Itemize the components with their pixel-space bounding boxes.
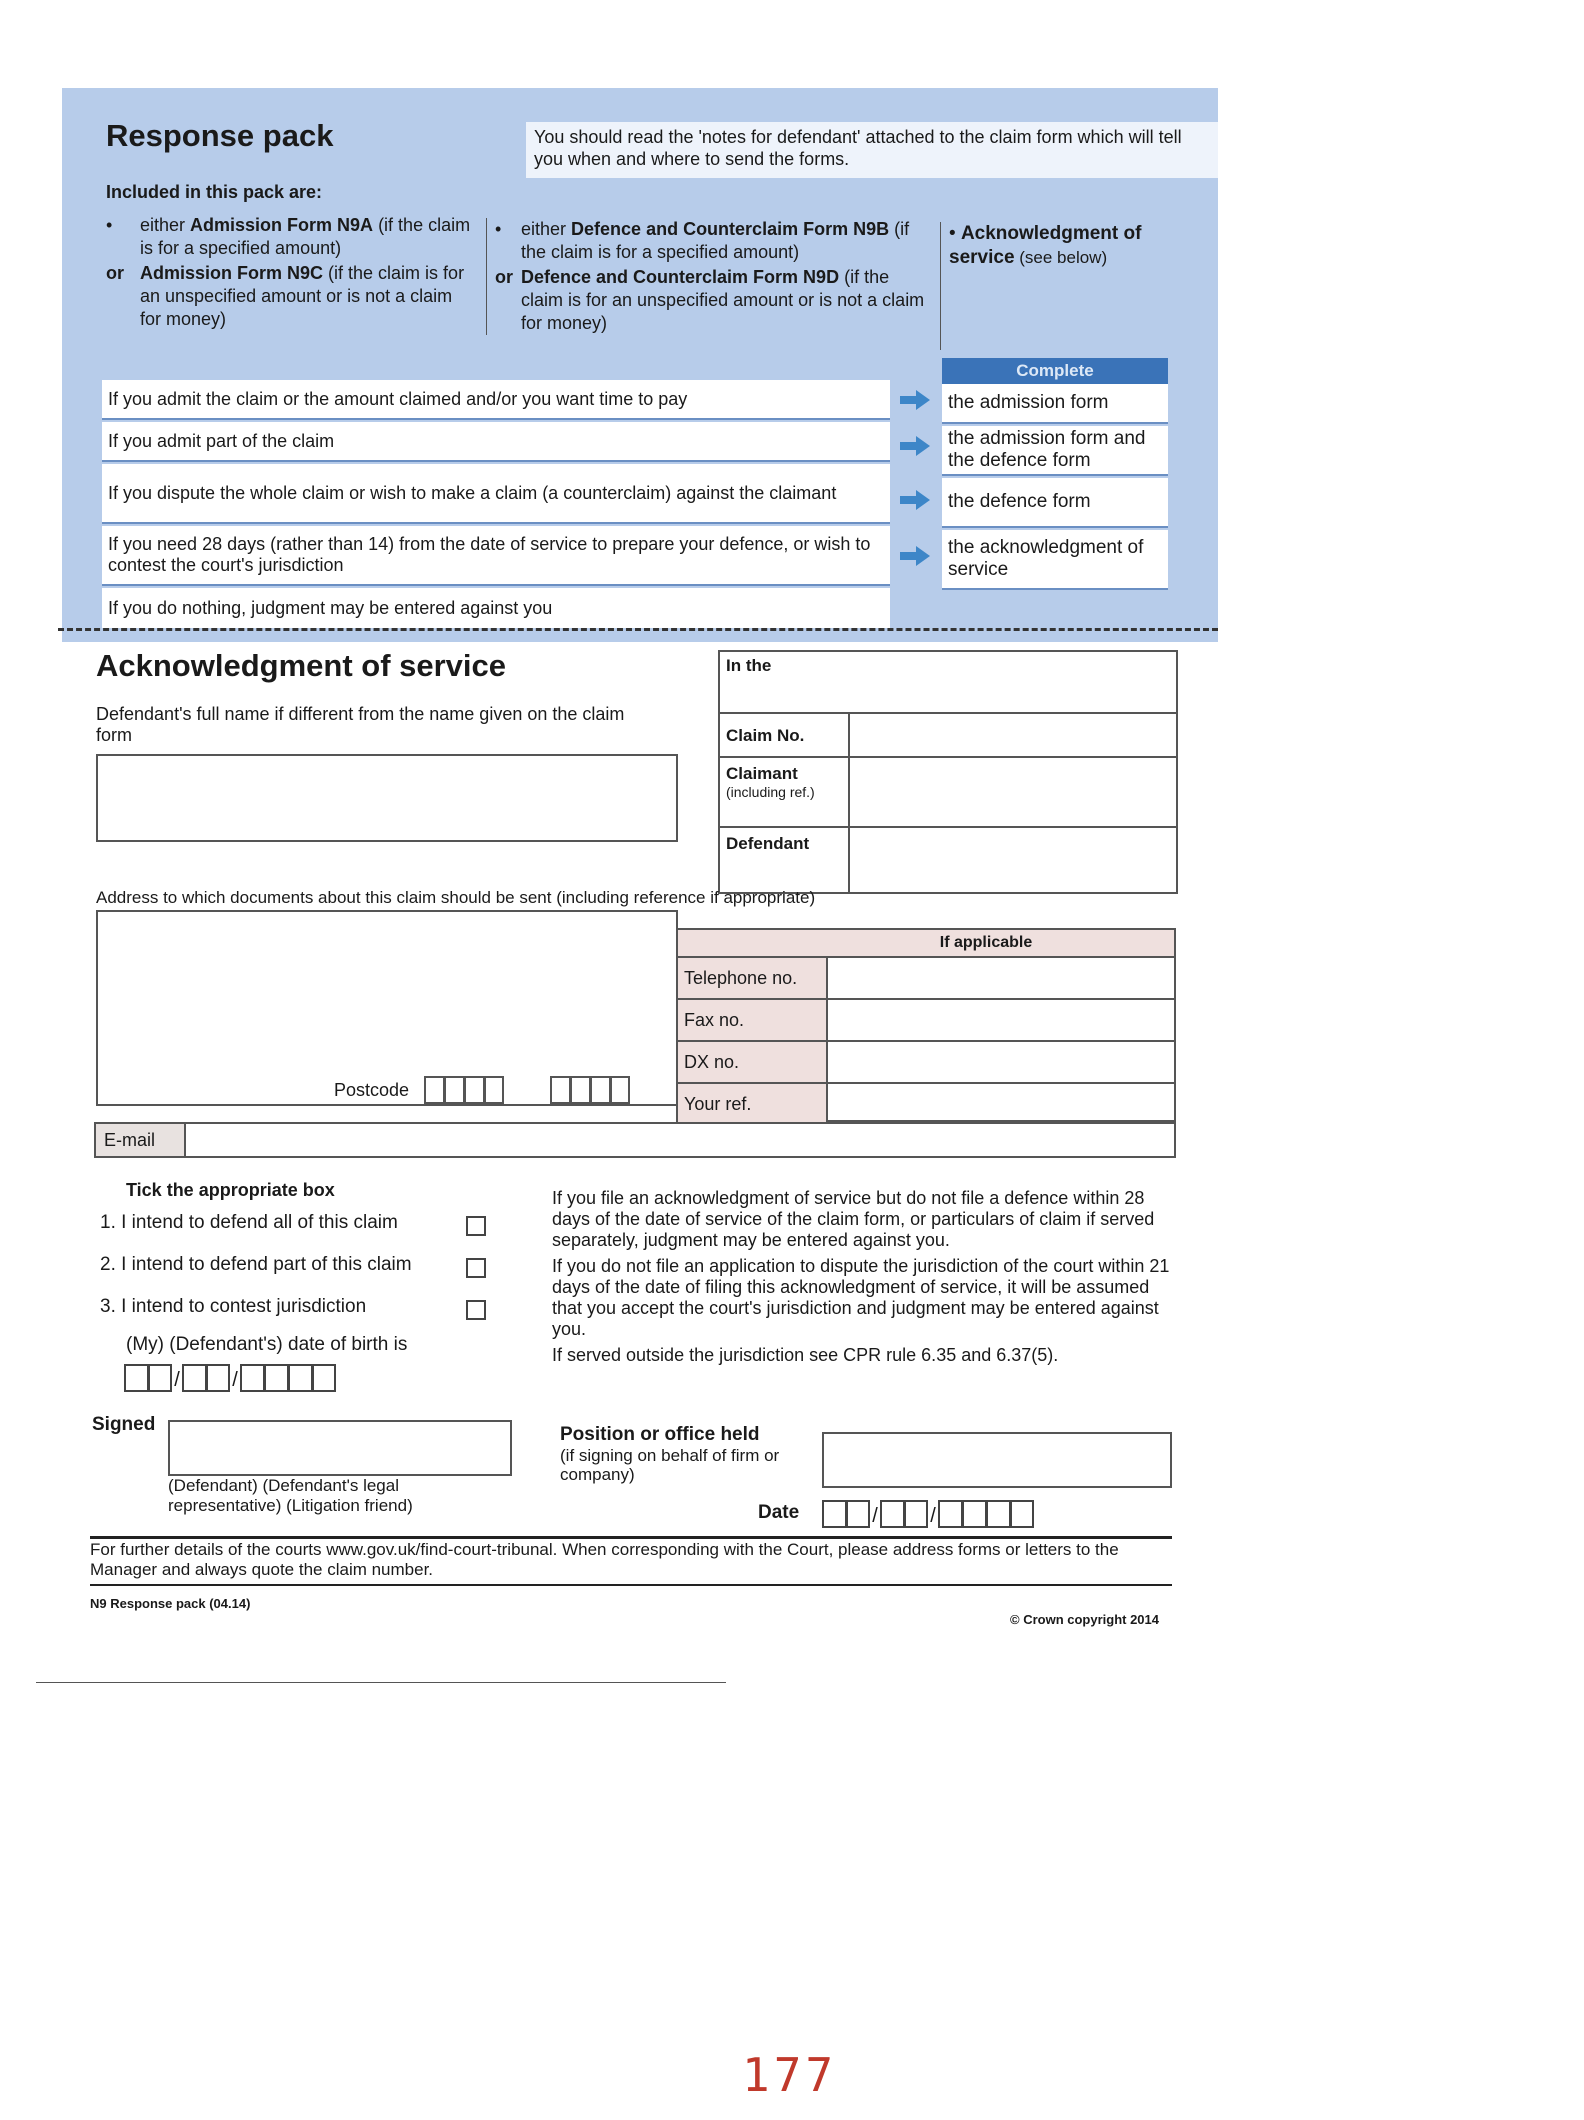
footer-divider [90,1536,1172,1539]
telephone-field[interactable] [678,956,1174,998]
note-defence-deadline: If you file an acknowledgment of service but do not file a defence within 28 days of the date of service of the claim form, or particulars of claim if served separately, judgment may be entered against you. [552,1188,1155,1250]
claimant-sub-label: (including ref.) [726,784,815,800]
form-n9a-name: Admission Form N9A [190,215,374,235]
situation-row-2: If you admit part of the claim [102,422,890,462]
claimant-label: Claimant [726,764,798,783]
complete-header: Complete [942,358,1168,384]
note-outside-jurisdiction: If served outside the jurisdiction see CPR rule 6.35 and 6.37(5). [552,1345,1059,1365]
dob-field[interactable]: / / [124,1364,336,1392]
acknowledgment-title: Acknowledgment of service [96,648,507,683]
arrow-right-icon [900,490,930,510]
acknowledgment-form-name: Acknowledgment of service [949,223,1142,268]
bullet-icon: • [495,219,502,239]
position-sub-label: (if signing on behalf of firm or company) [560,1446,780,1484]
included-acknowledgment: • Acknowledgment of service (see below) [940,222,1180,350]
included-admission-forms: • either Admission Form N9A (if the claim is for a specified amount) or Admission Form N9C (if the claim is for an unspecified amount or is not a claim for money) [106,215,471,329]
defendant-label: Defendant [726,834,810,853]
arrow-right-icon [900,436,930,456]
claimant-row [720,756,1176,826]
response-pack-title: Response pack [106,118,334,153]
sign-date-field[interactable]: / / [822,1500,1034,1528]
page-number: 177 [742,2048,838,2102]
situation-row-1: If you admit the claim or the amount claimed and/or you want time to pay [102,380,890,420]
dob-label: (My) (Defendant's) date of birth is [126,1334,408,1355]
or-label: or [495,267,513,287]
court-details-table [718,650,1178,894]
option-defend-all-checkbox[interactable] [466,1216,486,1236]
if-applicable-header: If applicable [678,930,1174,956]
action-row-2: the admission form and the defence form [942,426,1168,476]
situation-row-5: If you do nothing, judgment may be entered against you [102,588,890,628]
action-row-1: the admission form [942,384,1168,424]
form-code: N9 Response pack (04.14) [90,1596,251,1611]
situation-row-3: If you dispute the whole claim or wish to make a claim (a counterclaim) against the claimant [102,464,890,524]
note-jurisdiction: If you do not file an application to dispute the jurisdiction of the court within 21 days of the date of filing this acknowledgment of service, it will be assumed that you accept the court's jurisdiction and judgment may be entered against you. [552,1256,1170,1339]
defendant-row [720,826,1176,894]
action-row-4: the acknowledgment of service [942,530,1168,590]
claim-no-label: Claim No. [726,726,805,745]
defendant-name-label: Defendant's full name if different from the name given on the claim form [96,704,625,745]
contact-details-table [676,928,1176,1122]
footer-divider [90,1584,1172,1586]
bottom-rule [36,1682,726,1683]
option-defend-all-label: 1. I intend to defend all of this claim [100,1212,398,1233]
arrow-right-icon [900,546,930,566]
warning-notes [552,1188,1178,1371]
date-label: Date [758,1502,800,1523]
claim-no-row [720,712,1176,756]
defendant-name-field[interactable] [96,754,678,842]
dx-field[interactable] [678,1040,1174,1082]
in-the-label: In the [726,656,772,675]
arrow-right-icon [900,390,930,410]
email-label: E-mail [96,1124,186,1156]
action-row-3: the defence form [942,478,1168,528]
cut-line [58,628,1218,631]
signed-label: Signed [92,1414,156,1435]
postcode-field-outward[interactable] [424,1076,504,1104]
form-n9d-name: Defence and Counterclaim Form N9D [521,267,840,287]
footer-text: For further details of the courts www.gov.uk/find-court-tribunal. When corresponding with the Court, please address forms or letters to the Manager and always quote the claim number. [90,1540,1119,1579]
included-heading: Included in this pack are: [106,182,323,202]
included-defence-forms: • either Defence and Counterclaim Form N9B (if the claim is for a specified amount) or Defence and Counterclaim Form N9D (if the claim is for an unspecified amount or is not a claim for money) [486,218,926,335]
address-label: Address to which documents about this claim should be sent (including reference if appropriate) [96,888,816,907]
email-field[interactable] [94,1122,1176,1158]
position-field[interactable] [822,1432,1172,1488]
postcode-label: Postcode [334,1080,410,1100]
signed-caption: (Defendant) (Defendant's legal representative) (Litigation friend) [168,1476,413,1515]
bullet-icon: • [949,223,956,244]
signature-field[interactable] [168,1420,512,1476]
option-defend-part-label: 2. I intend to defend part of this claim [100,1254,412,1275]
bullet-icon: • [106,215,113,235]
copyright: © Crown copyright 2014 [1010,1612,1159,1627]
response-pack-note: You should read the 'notes for defendant' attached to the claim form which will tell you when and where to send the forms. [526,122,1218,178]
option-contest-jurisdiction-checkbox[interactable] [466,1300,486,1320]
tick-heading: Tick the appropriate box [126,1180,335,1200]
form-n9c-name: Admission Form N9C [140,263,324,283]
your-ref-field[interactable] [678,1082,1174,1124]
fax-label: Fax no. [678,1000,828,1040]
telephone-label: Telephone no. [678,958,828,998]
form-n9b-name: Defence and Counterclaim Form N9B [571,219,890,239]
position-label: Position or office held [560,1424,760,1445]
postcode-field-inward[interactable] [550,1076,630,1104]
fax-field[interactable] [678,998,1174,1040]
option-contest-jurisdiction-label: 3. I intend to contest jurisdiction [100,1296,367,1317]
your-ref-label: Your ref. [678,1084,828,1124]
or-label: or [106,263,124,283]
option-defend-part-checkbox[interactable] [466,1258,486,1278]
dx-label: DX no. [678,1042,828,1082]
situation-row-4: If you need 28 days (rather than 14) from the date of service to prepare your defence, or wish to contest the court's jurisdiction [102,526,890,586]
